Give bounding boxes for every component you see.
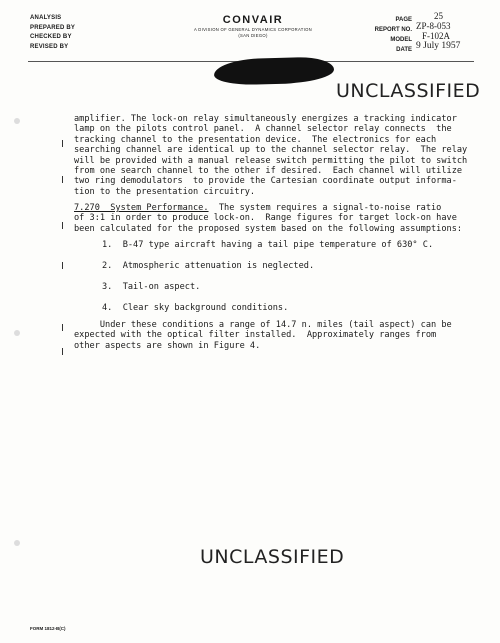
punch-hole [14,540,20,546]
text-line: amplifier. The lock-on relay simultaneously energizes a tracking indicator [74,114,457,124]
text-line [74,203,479,213]
revision-bar [62,140,63,147]
report-date: 9 July 1957 [416,41,461,51]
company-block [168,14,338,38]
list-item: 4. Clear sky background conditions. [102,303,289,313]
analysis-label: ANALYSIS [30,15,62,21]
section-line-0: The system requires a signal-to-noise ratio [208,203,442,213]
date-label: DATE [396,47,412,53]
text-line: of 3:1 in order to produce lock-on. Range figures for target lock-on have [74,213,457,224]
header-right-labels [360,15,412,55]
revision-bar [62,262,63,269]
text-line: been calculated for the proposed system based on the following assumptions: [74,223,463,234]
text-line: will be provided with a manual release switch permitting the pilot to switch [74,155,468,166]
section-system-performance [74,203,479,234]
text-line: other aspects are shown in Figure 4. [74,340,261,351]
text-line: searching channel are identical up to the channel selector relay. The relay [74,145,468,156]
prepared-by-label: PREPARED BY [30,24,76,31]
checked-by-label: CHECKED BY [30,34,72,40]
revised-by-label: REVISED BY [30,43,69,50]
form-number: FORM 1812-B(C) [30,626,66,631]
division-line: A DIVISION OF GENERAL DYNAMICS CORPORATION [193,27,312,32]
punch-hole [14,118,20,124]
location-line: (SAN DIEGO) [238,33,268,38]
company-name: CONVAIR [222,14,284,26]
model-label: MODEL [390,37,412,43]
revision-bar [62,324,63,331]
section-heading: 7.270 System Performance. [74,203,209,213]
paragraph-1 [74,114,479,197]
text-line: expected with the optical filter installed. Approximately ranges from [74,330,437,341]
text-line: tion to the presentation circuitry. [74,186,256,197]
revision-bar [62,222,63,229]
text-line: tracking channel to the presentation device. The electronics for each [74,134,437,145]
page-label: PAGE [395,17,412,23]
header-left-labels [30,14,75,52]
classification-bottom: UNCLASSIFIED [200,546,345,568]
revision-bar [62,348,63,355]
paragraph-3 [74,320,452,351]
report-no-label: REPORT NO. [374,27,412,33]
list-item: 2. Atmospheric attenuation is neglected. [102,261,315,271]
text-line: Under these conditions a range of 14.7 n. miles (tail aspect) can be [74,320,452,330]
punch-hole [14,330,20,336]
text-line: two ring demodulators to provide the Cartesian coordinate output informa- [74,176,457,187]
text-line: lamp on the pilots control panel. A channel selector relay connects the [74,124,452,135]
revision-bar [62,176,63,183]
header-right-values [416,11,460,51]
classification-top: UNCLASSIFIED [336,80,481,102]
text-line: from one search channel to the other if desired. Each channel will utilize [74,166,463,177]
list-item: 3. Tail-on aspect. [102,282,201,292]
report-number: ZP-8-053 [416,21,451,31]
model-number: F-102A [422,31,451,41]
page-number: 25 [434,11,443,21]
list-item: 1. B-47 type aircraft having a tail pipe temperature of 630° C. [102,240,434,250]
